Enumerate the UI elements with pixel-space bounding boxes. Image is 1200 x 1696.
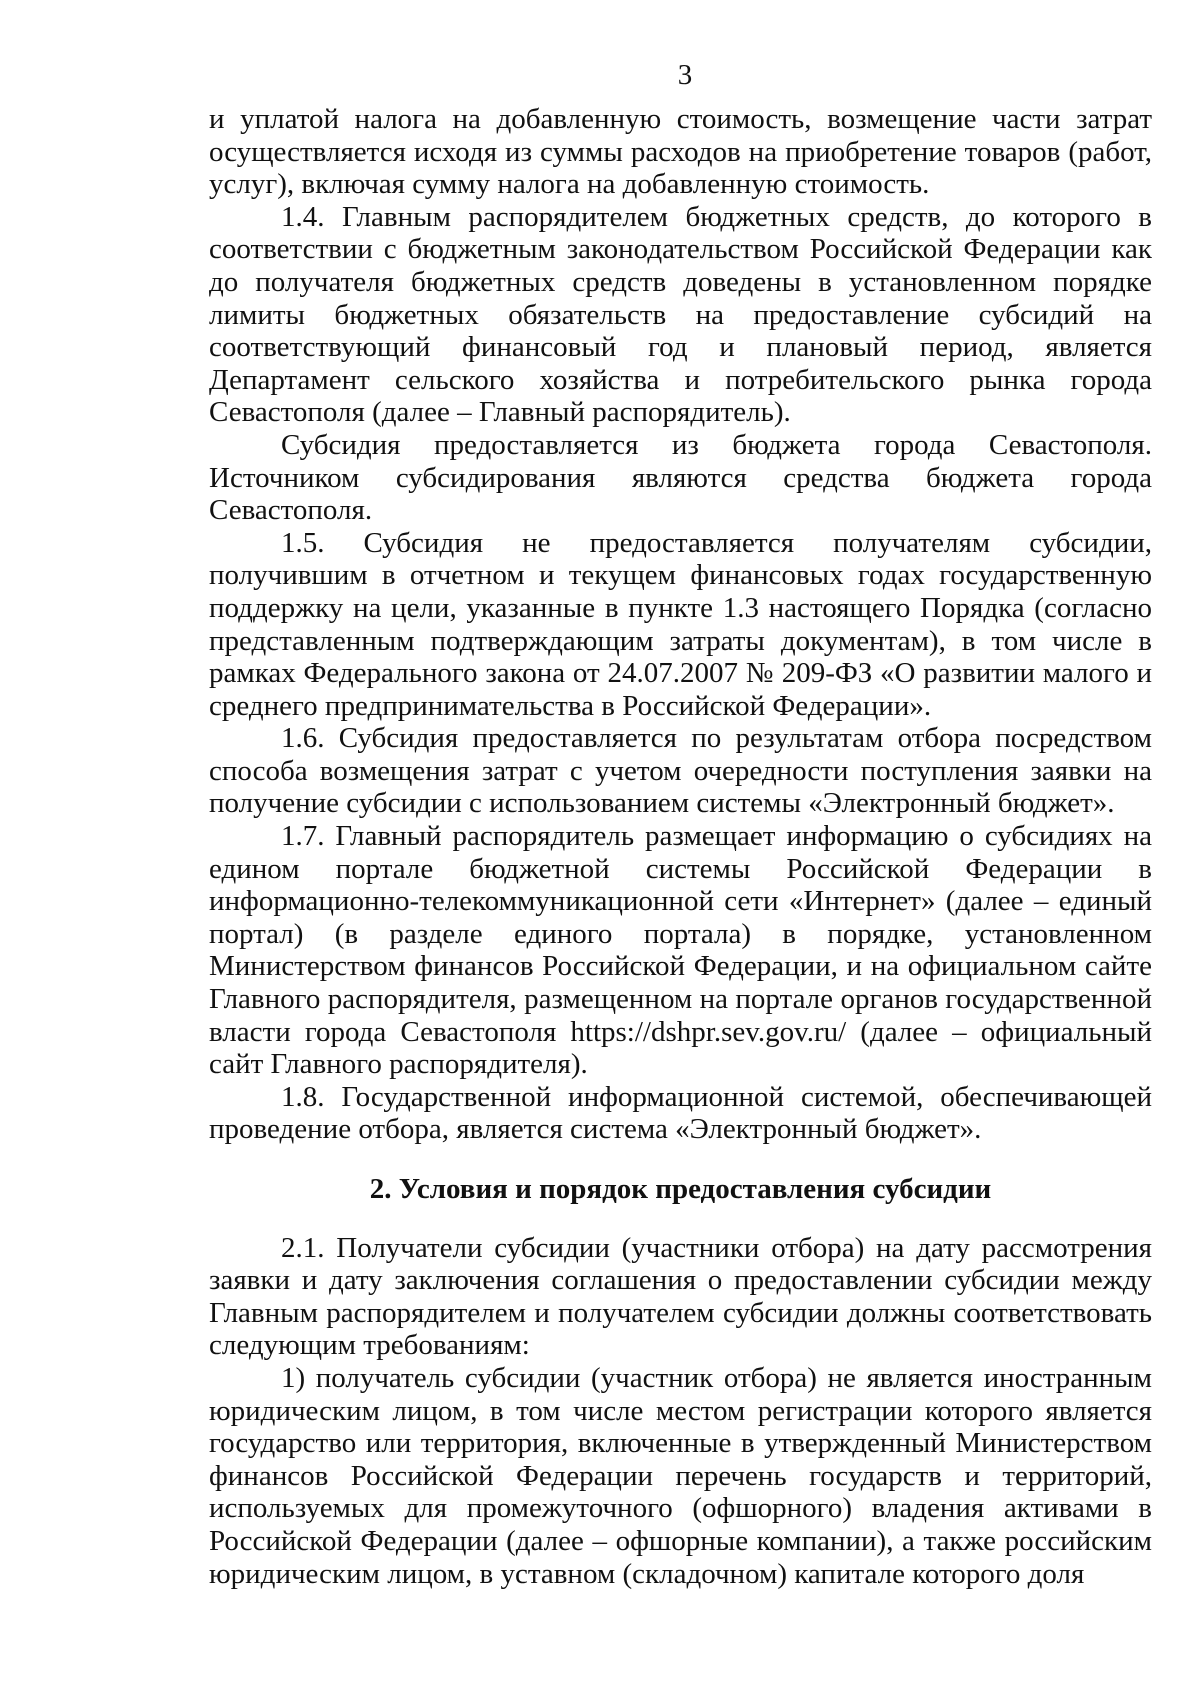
page-number: 3 [677,59,693,91]
paragraph-continuation: и уплатой налога на добавленную стоимость, возмещение части затрат осуществляется исходя из суммы расходов на приобретение товаров (работ, услуг), включая сумму налога на добавленную стоимость. [209,103,1152,201]
paragraph-1-5: 1.5. Субсидия не предоставляется получателям субсидии, получившим в отчетном и текущем финансовых годах государственную поддержку на цели, указанные в пункте 1.3 настоящего Порядка (согласно представленным подтверждающим затраты документам), в том числе в рамках Федерального закона от 24.07.2007 № 209-ФЗ «О развитии малого и среднего предпринимательства в Российской Федерации». [209,526,1152,722]
document-body [209,103,1152,1590]
section-heading: 2. Условия и порядок предоставления субсидии [369,1173,992,1205]
paragraph-1-7: 1.7. Главный распорядитель размещает информацию о субсидиях на едином портале бюджетной системы Российской Федерации в информационно-телекоммуникационной сети «Интернет» (далее – единый портал) (в разделе единого портала) в порядке, установленном Министерством финансов Российской Федерации, и на официальном сайте Главного распорядителя, размещенном на портале органов государственной власти города Севастополя https://dshpr.sev.gov.ru/ (далее – официальный сайт Главного распорядителя). [209,820,1152,1081]
paragraph-1-4: 1.4. Главным распорядителем бюджетных средств, до которого в соответствии с бюджетным законодательством Российской Федерации как до получателя бюджетных средств доведены в установленном порядке лимиты бюджетных обязательств на предоставление субсидий на соответствующий финансовый год и плановый период, является Департамент сельского хозяйства и потребительского рынка города Севастополя (далее – Главный распорядитель). [209,200,1152,429]
paragraph-1-8: 1.8. Государственной информационной системой, обеспечивающей проведение отбора, является система «Электронный бюджет». [209,1080,1152,1146]
paragraph-subsidy-source: Субсидия предоставляется из бюджета города Севастополя. Источником субсидирования являются средства бюджета города Севастополя. [209,428,1152,527]
paragraph-1-6: 1.6. Субсидия предоставляется по результатам отбора посредством способа возмещения затрат с учетом очередности поступления заявки на получение субсидии с использованием системы «Электронный бюджет». [209,722,1152,820]
paragraph-2-1: 2.1. Получатели субсидии (участники отбора) на дату рассмотрения заявки и дату заключения соглашения о предоставлении субсидии между Главным распорядителем и получателем субсидии должны соответствовать следующим требованиям: [209,1231,1152,1362]
paragraph-2-1-item-1: 1) получатель субсидии (участник отбора) не является иностранным юридическим лицом, в том числе местом регистрации которого является государство или территория, включенные в утвержденный Министерством финансов Российской Федерации перечень государств и территорий, используемых для промежуточного (офшорного) владения активами в Российской Федерации (далее – офшорные компании), а также российским юридическим лицом, в уставном (складочном) капитале которого доля [209,1361,1152,1590]
